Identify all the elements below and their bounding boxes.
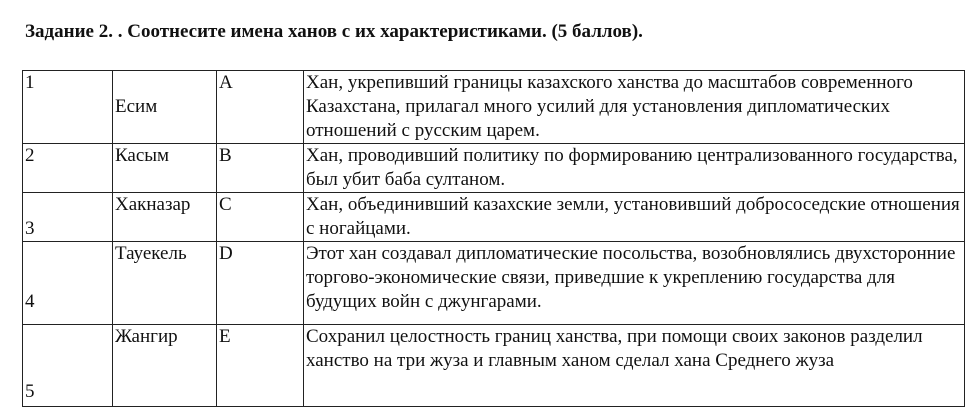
row-number: 3 (23, 193, 113, 242)
option-letter: E (217, 325, 304, 407)
table-row (23, 193, 965, 242)
option-letter: C (217, 193, 304, 242)
khan-name: Есим (113, 71, 217, 144)
table-row (23, 242, 965, 325)
khan-description: Хан, укрепивший границы казахского ханства до масштабов современного Казахстана, прилагал много усилий для установления дипломатических отношений с русским царем. (304, 71, 965, 144)
khan-name: Тауекель (113, 242, 217, 325)
table-row (23, 71, 965, 144)
option-letter: D (217, 242, 304, 325)
option-letter: B (217, 144, 304, 193)
row-number: 2 (23, 144, 113, 193)
khan-description: Сохранил целостность границ ханства, при помощи своих законов разделил ханство на три жуза и главным ханом сделал хана Среднего жуза (304, 325, 965, 407)
khan-description: Этот хан создавал дипломатические посольства, возобновлялись двухсторонние торгово-экономические связи, приведшие к укреплению государства для будущих войн с джунгарами. (304, 242, 965, 325)
row-number: 5 (23, 325, 113, 407)
khan-description: Хан, объединивший казахские земли, установивший добрососедские отношения с ногайцами. (304, 193, 965, 242)
khan-name: Хакназар (113, 193, 217, 242)
option-letter: A (217, 71, 304, 144)
task-title: Задание 2. . Соотнесите имена ханов с их характеристиками. (5 баллов). (25, 21, 643, 42)
row-number: 4 (23, 242, 113, 325)
khan-description: Хан, проводивший политику по формированию централизованного государства, был убит баба султаном. (304, 144, 965, 193)
matching-table (22, 70, 965, 407)
table-row (23, 144, 965, 193)
khan-name: Жангир (113, 325, 217, 407)
table-row (23, 325, 965, 407)
row-number: 1 (23, 71, 113, 144)
khan-name: Касым (113, 144, 217, 193)
